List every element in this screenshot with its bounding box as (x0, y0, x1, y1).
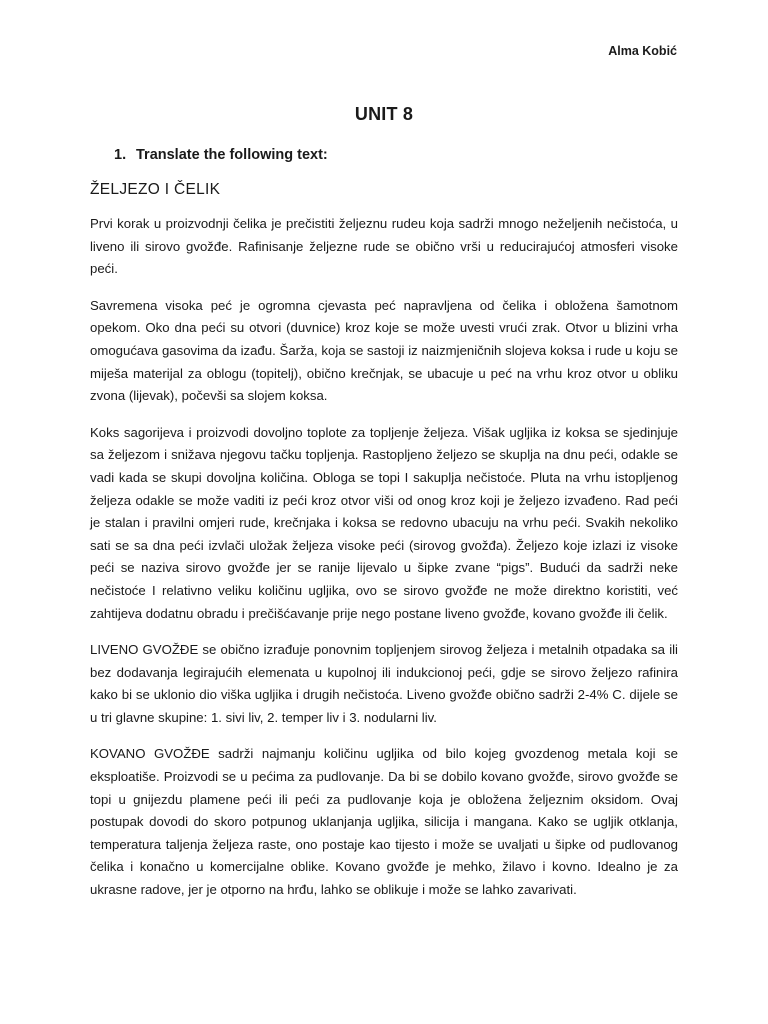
paragraph-1: Prvi korak u proizvodnji čelika je prečistiti željeznu rudeu koja sadrži mnogo neželjenih nečistoća, u liveno ili sirovo gvožđe. Rafinisanje željezne rude se obično vrši u reducirajućoj atmosferi visoke peći. (90, 216, 678, 277)
paragraph-2: Savremena visoka peć je ogromna cjevasta peć napravljena od čelika i obložena šamotnom opekom. Oko dna peći su otvori (duvnice) kroz koje se može uvesti vrući zrak. Otvor u blizini vrha omogućava gasovima da izađu. Šarža, koja se sastoji iz naizmjeničnih slojeva koksa i rude u koju se miješa materijal za oblogu (topitelj), obično krečnjak, se ubacuje u peć na vrhu kroz otvor u obliku zvona (lijevak), počevši sa slojem koksa. (90, 297, 678, 404)
section-title: ŽELJEZO I ČELIK (90, 181, 221, 198)
task-number: 1. (114, 147, 127, 163)
unit-title: UNIT 8 (354, 104, 414, 124)
paragraph-3: Koks sagorijeva i proizvodi dovoljno toplote za topljenje željeza. Višak ugljika iz koksa se sjedinjuje sa željezom i snižava njegovu tačku topljenja. Rastopljeno željezo se skuplja na dnu peći, odakle se vadi kada se skupi dovoljna količina. Obloga se topi I sakuplja nečistoće. Pluta na vrhu istopljenog željeza odakle se može vaditi iz peći kroz otvor viši od onog kroz koji je željezo izvađeno. Rad peći je stalan i pravilni omjeri rude, krečnjaka i koksa se redovno ubacuju na vrhu peći. Svakih nekoliko sati se sa dna peći izvlači uložak željeza visoke peći (sirovog gvožđa). Željezo koje izlazi iz visoke peći se naziva sirovo gvožđe jer se ranije lijevalo u šipke zvane “pigs”. Budući da sadrži neke nečistoće I relativno veliku količinu ugljika, ovo se sirovo gvožđe ne može direktno koristiti, već zahtijeva dodatnu obradu i prečišćavanje prije nego postane liveno gvožđe, kovano gvožđe ili čelik. (90, 424, 678, 621)
paragraph-5: KOVANO GVOŽĐE sadrži najmanju količinu ugljika od bilo kojeg gvozdenog metala koji se eksploatiše. Proizvodi se u pećima za pudlovanje. Da bi se dobilo kovano gvožđe, sirovo gvožđe se topi u gnijezdu plamene peći ili peći za pudlovanje koja je obložena željeznim oksidom. Ovaj postupak dovodi do skoro potpunog uklanjanja ugljika, silicija i mangana. Kako se ugljik otklanja, temperatura taljenja željeza raste, ono postaje kao tijesto i može se uvaljati u šipke od pudlovanog čelika i konačno u komercijalne oblike. Kovano gvožđe je mehko, žilavo i kovno. Idealno je za ukrasne radove, jer je otporno na hrđu, lahko se oblikuje i može se lahko zavarivati. (90, 746, 678, 898)
paragraph-4: LIVENO GVOŽĐE se obično izrađuje ponovnim topljenjem sirovog željeza i metalnih otpadaka sa ili bez dodavanja legirajućih elemenata u kupolnoj ili indukcionoj peći, gdje se sirovo željezo rafinira kako bi se uklonio dio viška ugljika i drugih nečistoća. Liveno gvožđe obično sadrži 2-4% C. dijele se u tri glavne skupine: 1. sivi liv, 2. temper liv i 3. nodularni liv. (90, 642, 678, 725)
task-label: Translate the following text: (136, 147, 328, 163)
author-name: Alma Kobić (608, 44, 677, 58)
task-heading (90, 147, 678, 163)
